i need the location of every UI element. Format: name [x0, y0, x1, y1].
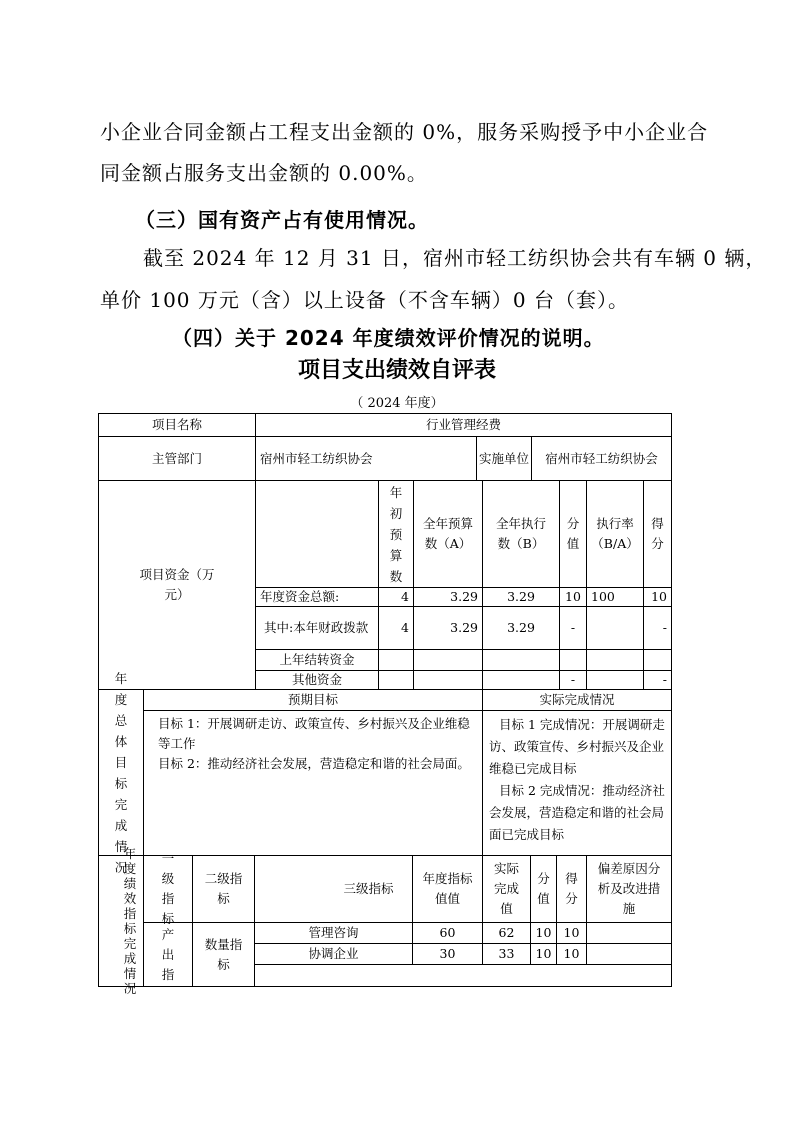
fund-row-label: 其他资金	[255, 670, 379, 690]
fund-row-budget	[413, 649, 483, 671]
fund-header-score-value: 分值	[559, 480, 587, 588]
fund-header-exec: 全年执行数（B）	[482, 480, 560, 588]
fund-header-initial: 年初预算数	[378, 480, 414, 588]
indicator-header-level3: 三级指标	[254, 855, 483, 923]
paragraph-line-2: 同金额占服务支出金额的 0.00%。	[100, 161, 428, 185]
fund-row-score: 10	[643, 587, 672, 607]
indicator-header-target: 年度指标值值	[412, 855, 483, 923]
paragraph-line-1: 小企业合同金额占工程支出金额的 0%，服务采购授予中小企业合	[100, 120, 709, 144]
actual-goals	[482, 710, 672, 856]
fund-row-score-value: -	[559, 670, 587, 690]
actual-goal-2: 目标 2 完成情况：推动经济社会发展，营造稳定和谐的社会局面已完成目标	[489, 783, 665, 842]
fund-row-score-value: 10	[559, 587, 587, 607]
fund-row-label: 其中:本年财政拨款	[255, 606, 379, 650]
indicator-row-score: 10	[556, 943, 587, 965]
fund-header-score: 得分	[643, 480, 672, 588]
fund-row-label: 年度资金总额:	[255, 587, 379, 607]
expected-goals	[143, 710, 483, 856]
paragraph-line-3: 截至 2024 年 12 月 31 日，宿州市轻工纺织协会共有车辆 0 辆，	[143, 246, 767, 270]
fund-row-rate	[586, 670, 644, 690]
fund-row-label: 上年结转资金	[255, 649, 379, 671]
actual-header: 实际完成情况	[482, 689, 672, 711]
table-year: （ 2024 年度）	[350, 396, 444, 411]
indicator-row-name: 管理咨询	[254, 922, 413, 944]
indicator-row-deviation	[586, 943, 672, 965]
impl-value: 宿州市轻工纺织协会	[531, 436, 672, 481]
indicator-header-score-value: 分值	[530, 855, 557, 923]
project-name-label: 项目名称	[98, 413, 256, 437]
indicator-header-deviation: 偏差原因分析及改进措施	[586, 855, 672, 923]
fund-row-score-value	[559, 649, 587, 671]
fund-row-rate: 100	[586, 587, 644, 607]
indicator-level1-value: 产出指	[143, 922, 193, 987]
indicator-row-score: 10	[556, 922, 587, 944]
fund-row-initial: 4	[378, 606, 414, 650]
indicator-level2-value: 数量指标	[192, 922, 255, 987]
fund-label: 项目资金（万元）	[98, 480, 256, 690]
project-name-value: 行业管理经费	[255, 413, 672, 437]
indicator-row-deviation	[586, 922, 672, 944]
goal-label: 年度总体目标完成情况	[98, 689, 144, 856]
self-evaluation-table	[99, 414, 672, 996]
fund-row-score: -	[643, 606, 672, 650]
fund-header-budget: 全年预算数（A）	[413, 480, 483, 588]
actual-goal-1: 目标 1 完成情况：开展调研走访、政策宣传、乡村振兴及企业维稳已完成目标	[489, 717, 665, 776]
indicator-header-level1: 一级指标	[143, 855, 193, 923]
fund-row-score-value: -	[559, 606, 587, 650]
fund-row-rate	[586, 649, 644, 671]
fund-row-budget: 3.29	[413, 606, 483, 650]
heading-performance: （四）关于 2024 年度绩效评价情况的说明。	[172, 326, 605, 350]
fund-row-score: -	[643, 670, 672, 690]
indicator-header-score: 得分	[556, 855, 587, 923]
fund-row-budget: 3.29	[413, 587, 483, 607]
fund-row-exec	[482, 670, 560, 690]
indicator-header-level2: 二级指标	[192, 855, 255, 923]
expected-goal-2: 目标 2：推动经济社会发展，营造稳定和谐的社会局面。	[158, 756, 470, 771]
indicator-label-text: 年度绩效指标完成情况	[123, 846, 137, 996]
indicator-header-actual: 实际完成值	[482, 855, 531, 923]
indicator-row-target: 60	[412, 922, 483, 944]
fund-row-exec: 3.29	[482, 606, 560, 650]
indicator-row-actual: 62	[482, 922, 531, 944]
table-title: 项目支出绩效自评表	[297, 358, 496, 383]
fund-row-exec: 3.29	[482, 587, 560, 607]
fund-row-exec	[482, 649, 560, 671]
dept-label: 主管部门	[98, 436, 256, 481]
indicator-row-score-value: 10	[530, 922, 557, 944]
indicator-label	[98, 846, 144, 996]
indicator-row-name: 协调企业	[254, 943, 413, 965]
fund-row-budget	[413, 670, 483, 690]
fund-row-initial	[378, 670, 414, 690]
indicator-row-blank	[254, 964, 672, 987]
fund-row-score	[643, 649, 672, 671]
heading-assets: （三）国有资产占有使用情况。	[135, 208, 429, 232]
indicator-row-actual: 33	[482, 943, 531, 965]
fund-row-rate	[586, 606, 644, 650]
fund-row-initial	[378, 649, 414, 671]
dept-value: 宿州市轻工纺织协会	[255, 436, 477, 481]
fund-header-blank	[255, 480, 379, 588]
paragraph-line-4: 单价 100 万元（含）以上设备（不含车辆）0 台（套）。	[100, 288, 629, 312]
expected-header: 预期目标	[143, 689, 483, 711]
impl-label: 实施单位	[476, 436, 532, 481]
indicator-row-target: 30	[412, 943, 483, 965]
expected-goal-1: 目标 1：开展调研走访、政策宣传、乡村振兴及企业维稳等工作	[158, 716, 470, 751]
fund-header-rate: 执行率（B/A）	[586, 480, 644, 588]
indicator-row-score-value: 10	[530, 943, 557, 965]
fund-row-initial: 4	[378, 587, 414, 607]
